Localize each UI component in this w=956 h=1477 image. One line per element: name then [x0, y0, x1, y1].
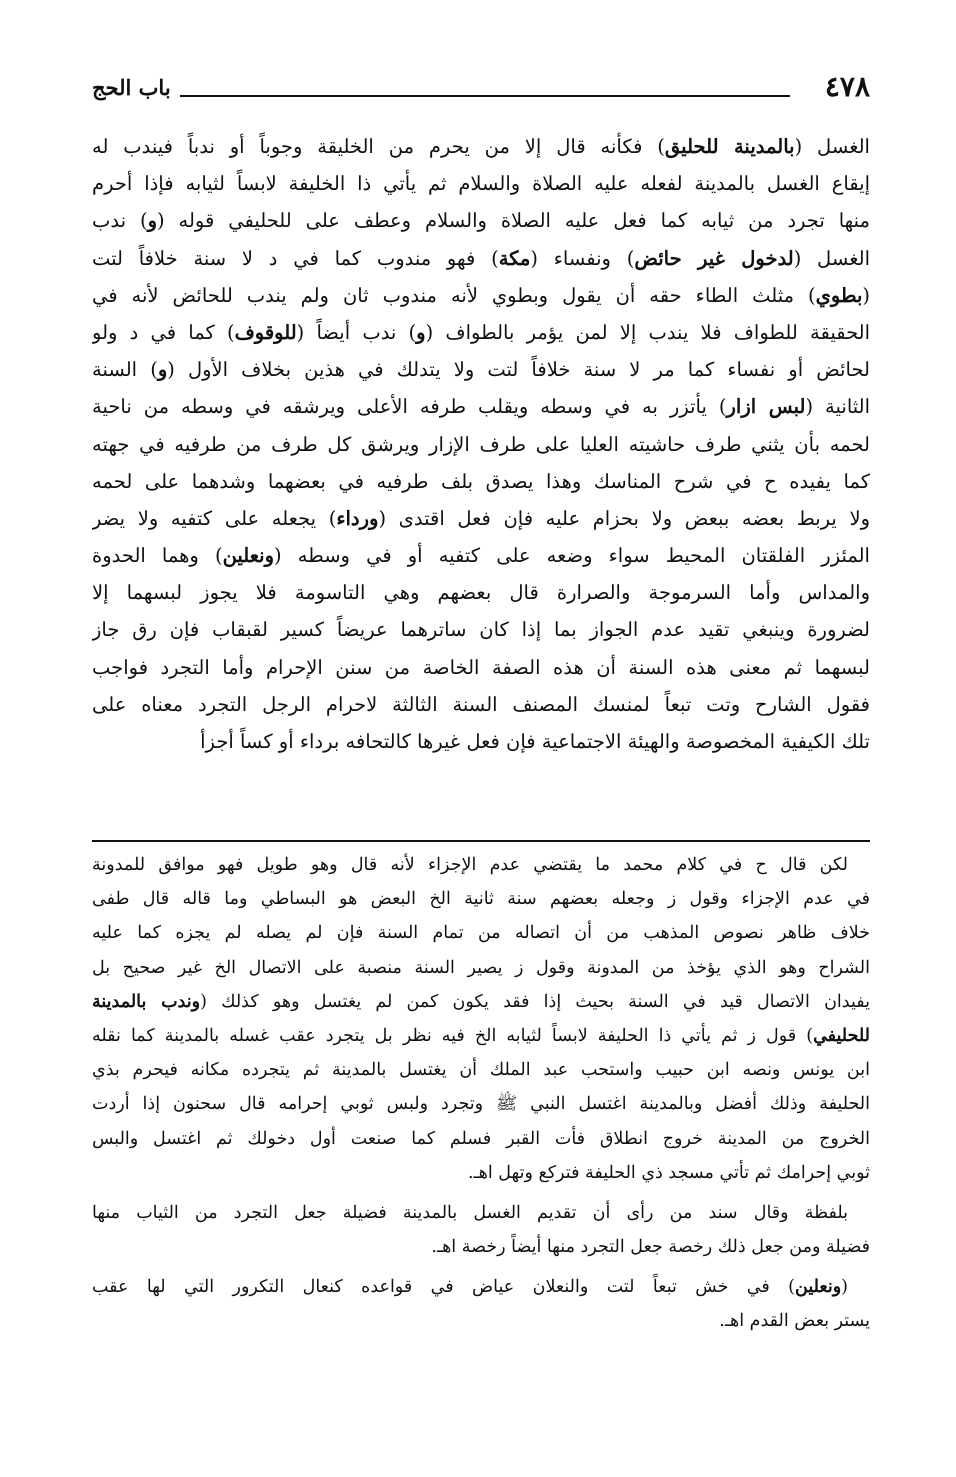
text-line — [92, 165, 870, 202]
bold-lemma: و — [157, 358, 168, 382]
text-line — [92, 574, 870, 611]
header-rule — [180, 95, 790, 97]
bold-lemma: للحليفي — [813, 1025, 870, 1046]
text-line — [92, 1230, 870, 1264]
text-segment: المئزر الفلقتان المحيط سواء وضعه على كتفيه أو في وسطه ( — [274, 544, 870, 568]
text-segment: ) ندب أيضاً ( — [296, 320, 417, 344]
text-segment: الحقيقة للطواف فلا يندب إلا لمن يؤمر بالطواف ( — [425, 320, 870, 344]
text-segment: لبسهما ثم معنى هذه السنة أن هذه الصفة الخاصة من سنن الإحرام وأما التجرد فواجب — [92, 655, 870, 679]
footnote-separator — [92, 840, 870, 842]
text-segment: إيقاع الغسل بالمدينة لفعله عليه الصلاة والسلام ثم يأتي ذا الخليفة لابساً لثيابه فإذا أحرم — [92, 172, 870, 196]
text-line — [92, 426, 870, 463]
bold-lemma: لبس ازار — [726, 395, 806, 419]
text-segment: ابن يونس ونصه ابن حبيب واستحب عبد الملك أن يغتسل بالمدينة ثم يتجرده مكانه فيحرم بذي — [92, 1060, 870, 1081]
text-line — [92, 1019, 870, 1053]
text-line — [92, 882, 870, 916]
text-segment: كما يفيده ح في شرح المناسك وهذا يصدق بلف طرفيه في بعضهما وشدهما على لحمه — [92, 469, 870, 493]
text-line — [92, 463, 870, 500]
text-segment: ) مثلث الطاء حقه أن يقول وبطوي لأنه مندوب ثان ولم يندب للحائض لأنه في — [92, 283, 816, 307]
text-segment: ولا يربط بعضه ببعض ولا بحزام عليه فإن فعل اقتدى ( — [378, 506, 870, 530]
text-line — [92, 277, 870, 314]
main-text-body — [92, 128, 870, 760]
bold-lemma: وندب بالمدينة — [92, 991, 201, 1012]
running-title: باب الحج — [92, 75, 171, 100]
footnotes-section — [92, 848, 870, 1345]
text-segment: منها تجرد من ثيابه كما فعل عليه الصلاة والسلام وعطف على للحليفي قوله ( — [156, 209, 870, 233]
text-segment: ) وهما الحدوة — [92, 544, 223, 568]
text-segment: الشراح وهو الذي يؤخذ من المدونة وقول ز يصير السنة منصبة على الاتصال الخ غير صحيح بل — [92, 957, 870, 978]
text-line — [92, 500, 870, 537]
text-line — [92, 240, 870, 277]
bold-lemma: ونعلين — [222, 544, 275, 568]
text-segment: ) في خش تبعاً لتت والنعلان عياض في قواعده كنعال التكرور التي لها عقب — [92, 1277, 795, 1298]
text-line — [92, 985, 870, 1019]
text-line — [92, 1304, 870, 1338]
text-line — [92, 128, 870, 165]
text-segment: فضيلة ومن جعل ذلك رخصة جعل التجرد منها أيضاً رخصة اهـ. — [431, 1237, 870, 1258]
text-segment: ) ونفساء ( — [530, 246, 635, 270]
bold-lemma: بطوي — [815, 283, 863, 307]
text-line — [92, 351, 870, 388]
text-segment: الثانية ( — [805, 395, 870, 419]
text-line — [92, 388, 870, 425]
bold-lemma: و — [147, 209, 157, 233]
text-line — [92, 951, 870, 985]
text-line — [92, 723, 870, 760]
text-segment: ) قول ز ثم يأتي ذا الحليفة لابساً لثيابه الخ فيه نظر بل يتجرد عقب غسله بالمدينة كما نقله — [92, 1025, 814, 1046]
text-segment: الغسل ( — [794, 135, 870, 158]
text-segment: ) السنة — [92, 358, 158, 382]
page-header — [92, 70, 870, 110]
bold-lemma: مكة — [498, 246, 531, 270]
bold-lemma: للوقوف — [234, 320, 297, 344]
footnote-paragraph — [92, 848, 870, 1190]
text-line — [92, 1270, 870, 1304]
text-segment: والمداس وأما السرموجة والصرارة قال بعضهم وهي التاسومة فلا يجوز لبسهما إلا — [92, 581, 870, 605]
text-segment: لحائض أو نفساء كما مر لا سنة خلافاً لتت ولا يتدلك في هذين بخلاف الأول ( — [167, 358, 870, 382]
text-line — [92, 1053, 870, 1087]
text-line — [92, 916, 870, 950]
text-segment: يستر بعض القدم اهـ. — [719, 1311, 870, 1332]
bold-lemma: ورداء — [336, 506, 379, 530]
footnote-paragraph — [92, 1196, 870, 1264]
text-segment: بلفظة وقال سند من رأى أن تقديم الغسل بالمدينة فضيلة جعل التجرد من الثياب منها — [92, 1202, 848, 1223]
text-segment: الحليفة وذلك أفضل وبالمدينة اغتسل النبي ﷺ وتجرد ولبس ثوبي إحرامه قال سحنون إذا أردت — [92, 1094, 870, 1115]
text-line — [92, 1156, 870, 1190]
text-line — [92, 1087, 870, 1121]
text-segment: ) يأتزر به في وسطه ويقلب طرفه الأعلى ويرشقه في وسطه من ناحية — [92, 395, 727, 419]
text-segment: لكن قال ح في كلام محمد ما يقتضي عدم الإجزاء لأنه قال وهو طويل فهو موافق للمدونة — [92, 855, 848, 875]
bold-lemma: و — [416, 320, 426, 344]
bold-lemma: ونعلين — [795, 1277, 842, 1298]
text-segment: الخروج من المدينة خروج انطلاق فأت القبر فسلم كما صنعت أول دخولك ثم اغتسل والبس — [92, 1128, 870, 1149]
text-segment: فقول الشارح وتت تبعاً لمنسك المصنف السنة الثالثة لاحرام الرجل التجرد معناه على — [92, 692, 870, 716]
text-segment: لحمه بأن يثني طرف حاشيته العليا على طرف الإزار ويرشق كل طرف من طرفيه في جهته — [92, 432, 870, 456]
text-segment: ثوبي إحرامك ثم تأتي مسجد ذي الحليفة فتركع وتهل اهـ. — [467, 1162, 870, 1183]
text-segment: ( — [841, 1277, 848, 1298]
text-line — [92, 202, 870, 239]
text-segment: ) كما في د ولو — [92, 320, 235, 344]
text-segment: ) فهو مندوب كما في د لا سنة خلافاً لتت — [92, 246, 499, 270]
text-line — [92, 611, 870, 648]
text-segment: ( — [862, 283, 870, 307]
text-segment: ) يجعله على كتفيه ولا يضر — [92, 506, 337, 530]
text-segment: يفيدان الاتصال قيد في السنة بحيث إذا فقد يكون كمن لم يغتسل وهو كذلك ( — [200, 991, 870, 1012]
page-number: ٤٧٨ — [824, 70, 870, 103]
text-line — [92, 314, 870, 351]
text-segment: لضرورة وينبغي تقيد عدم الجواز بما إذا كان ساترهما عريضاً كسير لقبقاب فإن رق جاز — [92, 618, 870, 642]
text-segment: تلك الكيفية المخصوصة والهيئة الاجتماعية فإن فعل غيرها كالتحافه برداء أو كساً أجزأ — [200, 730, 870, 753]
text-line — [92, 686, 870, 723]
text-segment: ) ندب — [92, 209, 148, 233]
text-segment: ) فكأنه قال إلا من يحرم من الخليقة وجوباً أو ندباً فيندب له — [92, 135, 665, 158]
text-line — [92, 537, 870, 574]
text-line — [92, 649, 870, 686]
footnote-paragraph — [92, 1270, 870, 1338]
text-segment: في عدم الإجزاء وقول ز وجعله بعضهم سنة ثانية الخ البعض هو البساطي وما قاله قال طفى — [92, 889, 870, 910]
text-line — [92, 848, 870, 882]
text-line — [92, 1196, 870, 1230]
bold-lemma: بالمدينة للحليق — [664, 135, 795, 158]
text-line — [92, 1122, 870, 1156]
text-segment: خلاف ظاهر نصوص المذهب من أن اتصاله من تمام السنة فإن لم يصله لم يجزه كما عليه — [92, 923, 870, 944]
bold-lemma: لدخول غير حائض — [634, 246, 794, 270]
text-segment: الغسل ( — [793, 246, 870, 270]
